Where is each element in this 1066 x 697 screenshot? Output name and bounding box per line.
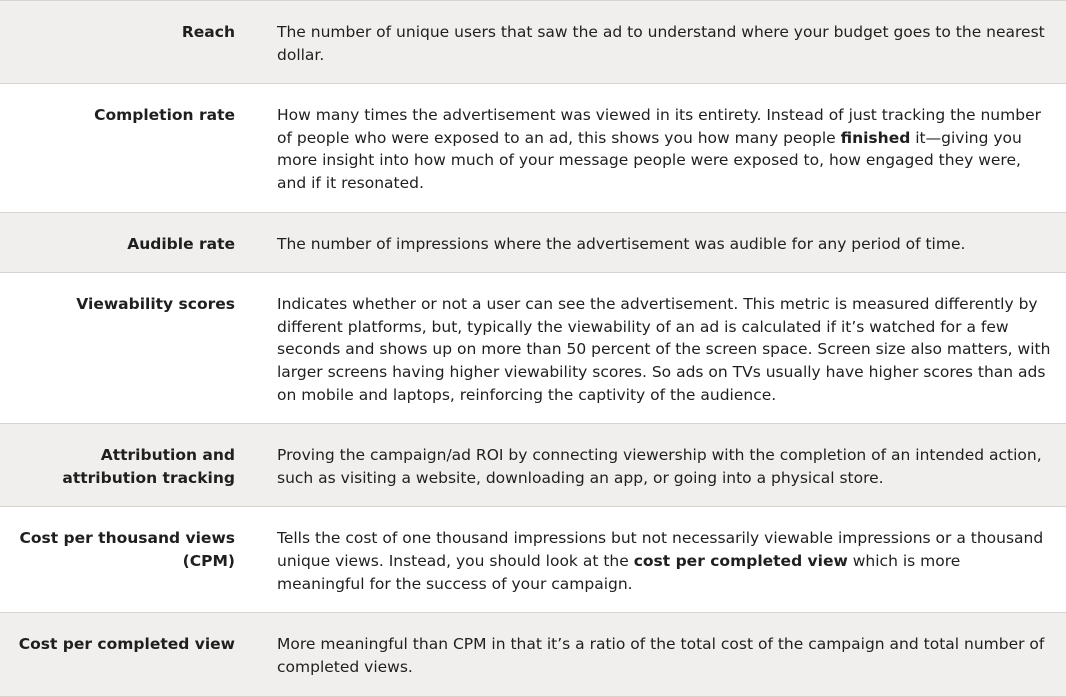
metric-definition: More meaningful than CPM in that it’s a ratio of the total cost of the campaign and total number of completed views. <box>277 635 1045 676</box>
metric-term: Viewability scores <box>76 295 235 314</box>
metric-definition: The number of impressions where the advertisement was audible for any period of time. <box>277 234 966 253</box>
metric-definition: Proving the campaign/ad ROI by connecting viewership with the completion of an intended action, such as visiting a website, downloading an app, or going into a physical store. <box>277 446 1042 487</box>
metric-term: Attribution and attribution tracking <box>62 446 235 487</box>
metric-term: Cost per completed view <box>18 635 235 654</box>
definition-emphasis: finished <box>840 128 911 147</box>
metric-term: Completion rate <box>94 106 235 125</box>
definition-text: it—giving you more insight into how much of your message people were exposed to, how engaged they were, and if it resonated. <box>277 128 1022 192</box>
table-row <box>0 1 1066 84</box>
metric-term: Cost per thousand views (CPM) <box>19 529 235 570</box>
table-row <box>0 507 1066 613</box>
definition-text: Tells the cost of one thousand impressions but not necessarily viewable impressions or a thousand unique views. Instead, you should look at the <box>277 529 1044 570</box>
table-row <box>0 424 1066 507</box>
metric-definition: The number of unique users that saw the ad to understand where your budget goes to the nearest dollar. <box>277 23 1045 64</box>
metric-term: Audible rate <box>127 234 235 253</box>
metric-term: Reach <box>181 23 235 41</box>
metric-definition: Indicates whether or not a user can see the advertisement. This metric is measured differently by different platforms, but, typically the viewability of an ad is calculated if it’s watched for a few seconds and shows up on more than 50 percent of the screen space. Screen size also matters, with larger screens having higher viewability scores. So ads on TVs usually have higher scores than ads on mobile and laptops, reinforcing the captivity of the audience. <box>277 295 1051 404</box>
metric-definition <box>256 507 1066 613</box>
table-row <box>0 613 1066 697</box>
table-row <box>0 273 1066 424</box>
table-row <box>0 84 1066 212</box>
definition-emphasis: cost per completed view <box>633 551 848 570</box>
table-row <box>0 212 1066 273</box>
definition-text: which is more meaningful for the success of your campaign. <box>277 551 961 593</box>
definition-text: How many times the advertisement was viewed in its entirety. Instead of just tracking the number of people who were exposed to an ad, this shows you how many people <box>277 106 1041 147</box>
metric-definition <box>256 84 1066 212</box>
